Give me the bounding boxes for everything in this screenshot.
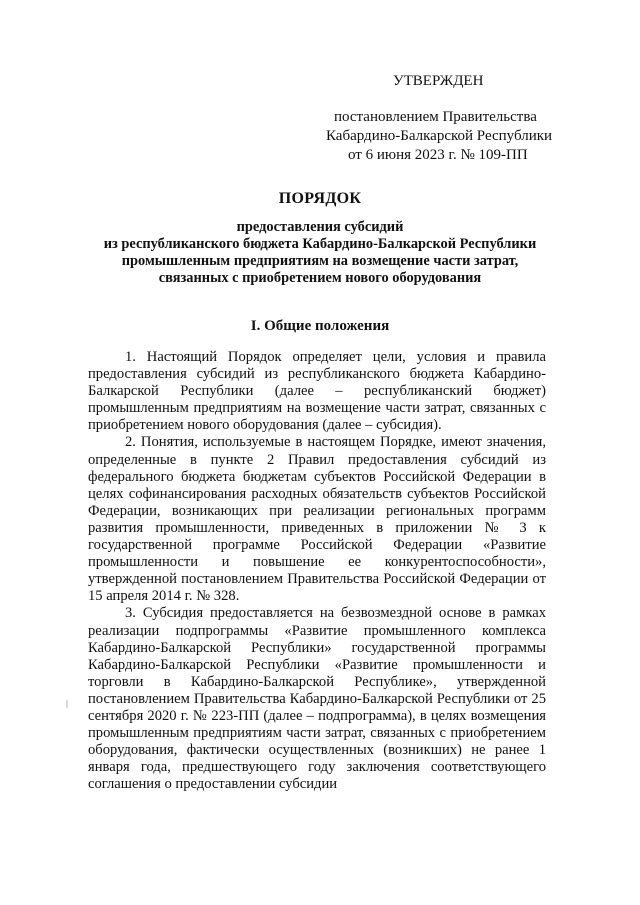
scan-mark <box>66 700 68 708</box>
approval-line-3: от 6 июня 2023 г. № 109-ПП <box>348 147 528 163</box>
paragraph-1: 1. Настоящий Порядок определяет цели, условия и правила предоставления субсидий из республиканского бюджета Кабардино-Балкарской Республики (далее – республиканский бюджет) промышленным предприятиям на возмещение части затрат, связанных с приобретением нового оборудования (далее – субсидия). <box>88 349 546 434</box>
document-title: ПОРЯДОК <box>278 190 362 207</box>
paragraph-3: 3. Субсидия предоставляется на безвозмездной основе в рамках реализации подпрограммы «Развитие промышленного комплекса Кабардино-Балкарской Республики» государственной программы Кабардино-Балкарской Республики «Развитие промышленности и торговли в Кабардино-Балкарской Республике», утвержденной постановлением Правительства Кабардино-Балкарской Республики от 25 сентября 2020 г. № 223-ПП (далее – подпрограмма), в целях возмещения промышленным предприятиям части затрат, связанных с приобретением оборудования, фактически осуществленных (возникших) не ранее 1 января года, предшествующего году заключения соответствующего соглашения о предоставлении субсидии <box>88 605 546 793</box>
document-subtitle <box>60 219 580 287</box>
subtitle-line: связанных с приобретением нового оборудования <box>158 270 482 286</box>
approval-line-2: Кабардино-Балкарской Республики <box>326 128 553 144</box>
approval-line-1: постановлением Правительства <box>334 109 537 125</box>
approval-stamp <box>320 72 560 165</box>
section-heading: I. Общие положения <box>250 318 390 334</box>
subtitle-line: промышленным предприятиям на возмещение части затрат, <box>121 253 519 269</box>
paragraph-2: 2. Понятия, используемые в настоящем Порядке, имеют значения, определенные в пункте 2 Правил предоставления субсидий из федерального бюджета бюджетам субъектов Российской Федерации в целях софинансирования расходных обязательств субъектов Российской Федерации, возникающих при реализации региональных программ развития промышленности, приведенных в приложении № 3 к государственной программе Российской Федерации «Развитие промышленности и повышение ее конкурентоспособности», утвержденной постановлением Правительства Российской Федерации от 15 апреля 2014 г. № 328. <box>88 434 546 605</box>
subtitle-line: предоставления субсидий <box>236 219 404 235</box>
document-body <box>88 349 546 793</box>
subtitle-line: из республиканского бюджета Кабардино-Балкарской Республики <box>103 236 537 252</box>
approval-title: УТВЕРЖДЕН <box>393 73 484 89</box>
